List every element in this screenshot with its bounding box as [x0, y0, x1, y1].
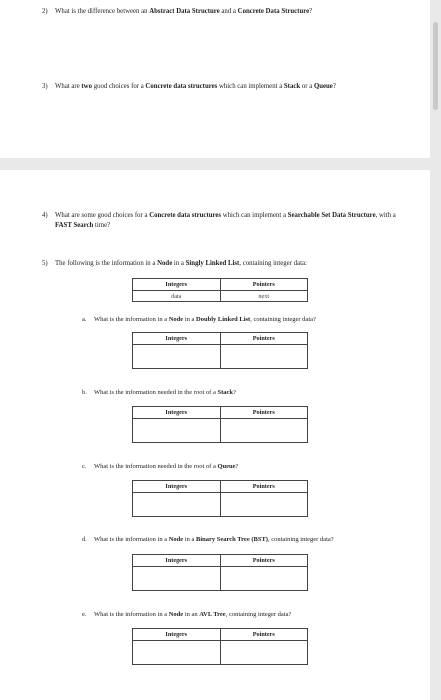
answer-cell[interactable] [133, 345, 221, 369]
singly-linked-node-table [132, 278, 308, 302]
answer-cell[interactable] [220, 641, 308, 665]
question-text: in an [183, 611, 200, 618]
question-text: What is the information in a [94, 536, 169, 543]
question-5e [82, 610, 394, 619]
question-number: 3) [42, 83, 48, 90]
answer-cell[interactable] [133, 419, 221, 443]
term-fast-search: FAST Search [55, 221, 94, 229]
answer-cell[interactable] [133, 641, 221, 665]
column-header-pointers: Pointers [220, 333, 308, 345]
answer-table-a [132, 332, 308, 369]
term-concrete: Concrete data structures [145, 83, 218, 90]
term-node: Node [157, 260, 173, 267]
question-number: 4) [42, 212, 48, 219]
answer-cell[interactable] [220, 493, 308, 517]
column-header-pointers: Pointers [220, 481, 308, 493]
question-text: What are some good choices for a [55, 212, 150, 219]
term-stack: Stack [283, 83, 301, 90]
question-text: , with a [375, 212, 396, 219]
question-2 [42, 7, 405, 17]
term-bst: Binary Search Tree (BST) [196, 536, 268, 543]
question-text: , containing integer data? [250, 316, 316, 323]
question-text: ? [233, 389, 236, 396]
document-page-1 [0, 0, 430, 158]
column-header-integers: Integers [133, 481, 221, 493]
term-two: two [81, 83, 92, 90]
question-text: The following is the information in a [55, 260, 158, 267]
term-node: Node [168, 611, 184, 618]
term-avl-tree: AVL Tree [199, 611, 226, 618]
question-text: in a [183, 536, 197, 543]
column-header-integers: Integers [133, 279, 221, 291]
question-text: , containing integer data? [225, 611, 292, 618]
column-header-pointers: Pointers [220, 555, 308, 567]
cell-data: data [133, 291, 221, 302]
question-text: good choices for a [92, 83, 146, 90]
term-queue: Queue [313, 83, 333, 90]
question-text: , containing integer data? [267, 536, 334, 543]
term-node: Node [168, 316, 184, 323]
question-text: What are [55, 83, 82, 90]
term-concrete: Concrete Data Structure [237, 8, 310, 15]
answer-table-b [132, 406, 308, 443]
question-text: ? [309, 8, 313, 15]
question-5c [82, 462, 394, 471]
column-header-integers: Integers [133, 333, 221, 345]
question-text: ? [235, 463, 239, 470]
part-letter: d. [82, 536, 87, 543]
answer-cell[interactable] [220, 345, 308, 369]
answer-table-c [132, 480, 308, 517]
question-text: What is the information in a [94, 316, 169, 323]
answer-cell[interactable] [220, 567, 308, 591]
question-text: What is the information needed in the root of a [94, 463, 218, 470]
term-queue: Queue [217, 463, 236, 470]
question-text: What is the information needed in the root of a [94, 389, 218, 396]
column-header-integers: Integers [133, 407, 221, 419]
question-text: time? [93, 221, 111, 229]
question-text: which can implement a [221, 212, 288, 219]
column-header-pointers: Pointers [220, 407, 308, 419]
question-text: and a [219, 8, 238, 15]
scrollbar-thumb[interactable] [433, 22, 438, 110]
question-number: 5) [42, 260, 48, 267]
question-3 [42, 82, 405, 92]
question-text: , containing integer data: [239, 260, 307, 267]
term-abstract: Abstract Data Structure [149, 8, 220, 15]
answer-table-e [132, 628, 308, 665]
column-header-pointers: Pointers [220, 279, 308, 291]
question-text: or a [300, 83, 314, 90]
answer-cell[interactable] [220, 419, 308, 443]
question-text: What is the difference between an [55, 8, 150, 15]
term-stack: Stack [217, 389, 233, 396]
question-5a [82, 315, 394, 324]
cell-next: next [220, 291, 308, 302]
answer-cell[interactable] [133, 567, 221, 591]
column-header-pointers: Pointers [220, 629, 308, 641]
question-text: in a [183, 316, 197, 323]
answer-table-d [132, 554, 308, 591]
question-text: which can implement a [217, 83, 284, 90]
question-5d [82, 535, 394, 544]
document-page-2 [0, 170, 430, 700]
part-letter: b. [82, 389, 87, 396]
question-text: in a [172, 260, 186, 267]
term-doubly-linked-list: Doubly Linked List [196, 316, 251, 323]
term-singly-linked-list: Singly Linked List [185, 260, 240, 267]
question-4 [42, 211, 405, 230]
answer-cell[interactable] [133, 493, 221, 517]
question-text: ? [332, 83, 336, 90]
question-5 [42, 259, 405, 269]
term-searchable-set: Searchable Set Data Structure [287, 212, 376, 219]
question-text: What is the information in a [94, 611, 169, 618]
question-number: 2) [42, 8, 48, 15]
question-5b [82, 388, 394, 397]
part-letter: a. [82, 316, 87, 323]
column-header-integers: Integers [133, 629, 221, 641]
term-node: Node [168, 536, 184, 543]
column-header-integers: Integers [133, 555, 221, 567]
part-letter: e. [82, 611, 87, 618]
part-letter: c. [82, 463, 87, 470]
term-concrete: Concrete data structures [149, 212, 222, 219]
